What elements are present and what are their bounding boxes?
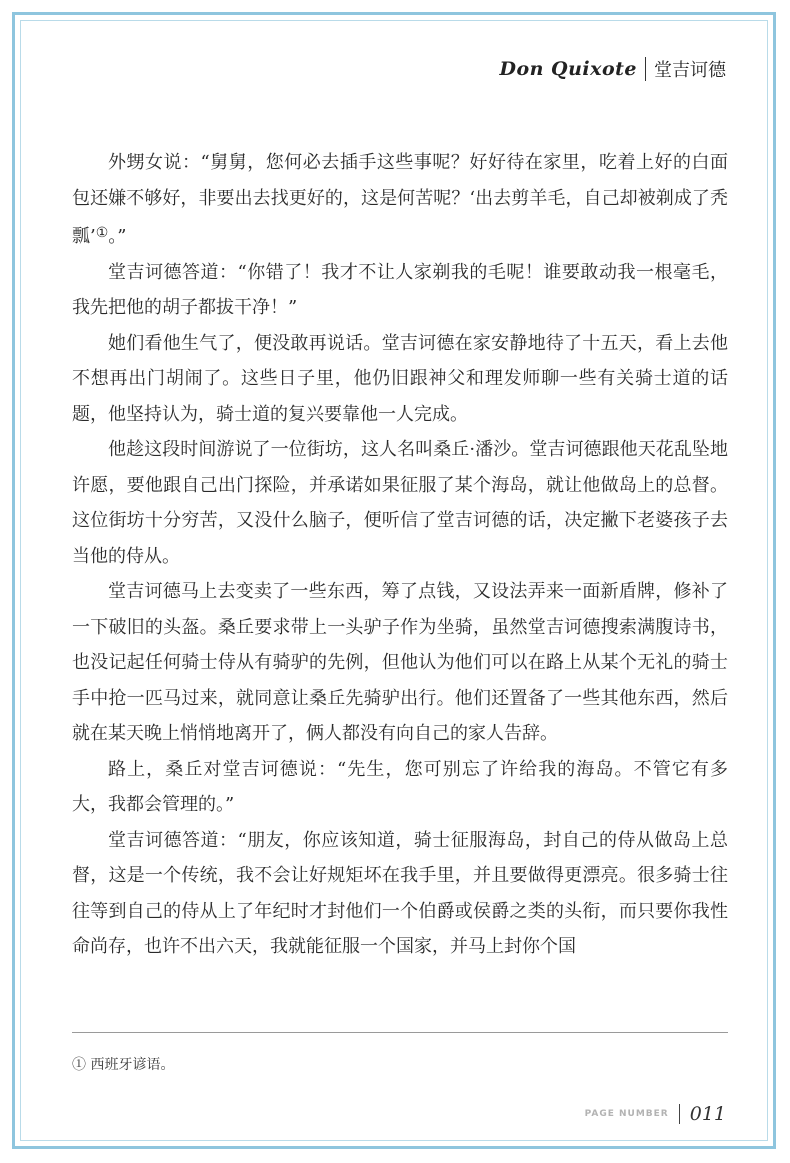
page-footer: [585, 1100, 726, 1128]
paragraph-3: 她们看他生气了，便没敢再说话。堂吉诃德在家安静地待了十五天，看上去他不想再出门胡闹了。这些日子里，他仍旧跟神父和理发师聊一些有关骑士道的话题，他坚持认为，骑士道的复兴要靠他一人完成。: [72, 332, 728, 425]
header-title-chinese: 堂吉诃德: [654, 60, 726, 81]
paragraph-5: 堂吉诃德马上去变卖了一些东西，筹了点钱，又设法弄来一面新盾牌，修补了一下破旧的头盔。桑丘要求带上一头驴子作为坐骑，虽然堂吉诃德搜索满腹诗书，也没记起任何骑士侍从有骑驴的先例，但他认为他们可以在路上从某个无礼的骑士手中抢一匹马过来，就同意让桑丘先骑驴出行。他们还置备了一些其他东西，然后就在某天晚上悄悄地离开了，俩人都没有向自己的家人告辞。: [72, 581, 728, 744]
footnote-divider: [72, 1032, 728, 1033]
page-number-label: PAGE NUMBER: [584, 1109, 669, 1119]
paragraph-1-text: 外甥女说：“舅舅，您何必去插手这些事呢？好好待在家里，吃着上好的白面包还嫌不够好，非要出去找更好的，这是何苦呢？‘出去剪羊毛，自己却被剃成了秃瓢’: [72, 152, 728, 247]
header-divider: [645, 57, 646, 81]
paragraph-2: 堂吉诃德答道：“你错了！我才不让人家剃我的毛呢！谁要敢动我一根毫毛，我先把他的胡子都拔干净！”: [72, 261, 728, 318]
page-number: 011: [689, 1103, 726, 1125]
footnote-reference[interactable]: ①: [95, 225, 109, 241]
body-text: [72, 145, 728, 965]
header-title-english: Don Quixote: [499, 58, 637, 80]
paragraph-7: 堂吉诃德答道：“朋友，你应该知道，骑士征服海岛，封自己的侍从做岛上总督，这是一个传统，我不会让好规矩坏在我手里，并且要做得更漂亮。很多骑士往往等到自己的侍从上了年纪时才封他们一个伯爵或侯爵之类的头衔，而只要你我性命尚存，也许不出六天，我就能征服一个国家，并马上封你个国: [72, 829, 728, 957]
paragraph-1-tail: 。”: [108, 226, 127, 247]
footnote: ① 西班牙谚语。: [72, 1057, 175, 1073]
paragraph-6: 路上，桑丘对堂吉诃德说：“先生，您可别忘了许给我的海岛。不管它有多大，我都会管理的。”: [72, 758, 728, 815]
running-header: [499, 55, 726, 83]
paragraph-1: [72, 145, 728, 255]
footer-divider: [679, 1104, 680, 1124]
paragraph-4: 他趁这段时间游说了一位街坊，这人名叫桑丘·潘沙。堂吉诃德跟他天花乱坠地许愿，要他跟自己出门探险，并承诺如果征服了某个海岛，就让他做岛上的总督。这位街坊十分穷苦，又没什么脑子，便听信了堂吉诃德的话，决定撇下老婆孩子去当他的侍从。: [72, 439, 728, 567]
